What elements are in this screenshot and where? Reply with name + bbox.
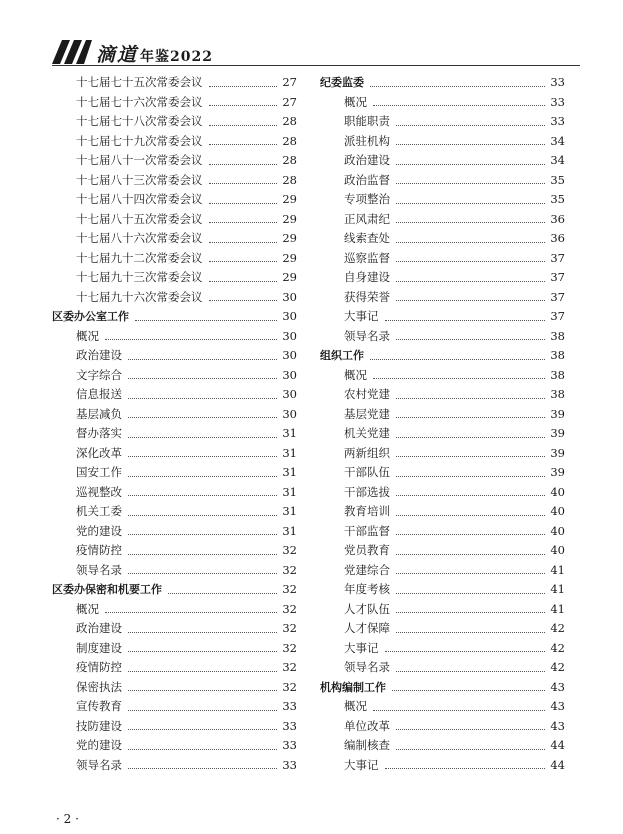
toc-entry-page: 28: [282, 114, 297, 128]
toc-entry-label: 巡察监督: [344, 250, 390, 265]
toc-entry[interactable]: [320, 132, 565, 152]
toc-entry-label: 干部选拔: [344, 484, 390, 499]
yearbook-title: [96, 40, 213, 67]
toc-entry-label: 十七届八十四次常委会议: [76, 192, 203, 206]
toc-entry-label: 线索查处: [344, 231, 390, 245]
toc-entry-page: 41: [550, 582, 565, 596]
toc-leader-dots: [128, 710, 277, 711]
toc-entry[interactable]: [52, 405, 297, 425]
toc-entry-label: 领导名录: [76, 562, 122, 577]
toc-leader-dots: [209, 125, 278, 126]
toc-leader-dots: [396, 437, 545, 438]
toc-leader-dots: [396, 339, 545, 340]
toc-entry-label: 十七届七十五次常委会议: [76, 75, 203, 89]
toc-entry-label: 大事记: [344, 309, 379, 323]
toc-entry-label: 概况: [76, 328, 99, 343]
toc-leader-dots: [128, 554, 277, 555]
toc-entry[interactable]: [320, 424, 565, 444]
toc-entry[interactable]: [320, 639, 565, 659]
toc-entry-label: 制度建设: [76, 640, 122, 655]
toc-entry[interactable]: [52, 132, 297, 152]
toc-leader-dots: [396, 261, 545, 262]
toc-leader-dots: [396, 515, 545, 516]
toc-entry-label: 宣传教育: [76, 699, 122, 713]
toc-leader-dots: [396, 573, 545, 574]
toc-entry[interactable]: [320, 541, 565, 561]
toc-entry[interactable]: [52, 717, 297, 737]
toc-entry-page: 31: [282, 523, 297, 538]
toc-entry[interactable]: [320, 756, 565, 776]
toc-entry-label: 两新组织: [344, 445, 390, 460]
toc-entry-label: 获得荣誉: [344, 289, 390, 304]
toc-entry-label: 文字综合: [76, 367, 122, 382]
toc-entry-page: 39: [550, 445, 565, 460]
toc-entry-page: 33: [282, 699, 297, 713]
toc-entry[interactable]: [52, 658, 297, 678]
toc-entry[interactable]: [320, 190, 565, 210]
toc-entry-page: 36: [550, 211, 565, 226]
toc-leader-dots: [128, 749, 277, 750]
toc-entry-page: 32: [282, 601, 297, 616]
toc-entry[interactable]: [320, 561, 565, 581]
toc-entry[interactable]: [320, 210, 565, 230]
toc-leader-dots: [128, 515, 277, 516]
toc-entry-page: 42: [550, 621, 565, 635]
toc-entry-page: 42: [550, 640, 565, 655]
toc-entry-page: 32: [282, 582, 297, 596]
toc-leader-dots: [209, 144, 278, 145]
toc-leader-dots: [105, 612, 277, 613]
toc-entry-page: 34: [550, 153, 565, 167]
toc-leader-dots: [128, 768, 277, 769]
toc-leader-dots: [128, 398, 277, 399]
toc-entry-label: 干部监督: [344, 523, 390, 538]
toc-entry-page: 35: [550, 192, 565, 206]
toc-leader-dots: [128, 417, 277, 418]
toc-entry[interactable]: [52, 463, 297, 483]
toc-entry-page: 44: [550, 738, 565, 752]
toc-entry[interactable]: [320, 580, 565, 600]
toc-leader-dots: [370, 86, 545, 87]
toc-entry-page: 42: [550, 660, 565, 674]
toc-leader-dots: [209, 300, 278, 301]
toc-leader-dots: [370, 359, 545, 360]
toc-entry-label: 基层党建: [344, 406, 390, 421]
toc-entry-page: 29: [282, 270, 297, 284]
toc-entry-label: 政治监督: [344, 172, 390, 187]
toc-leader-dots: [396, 456, 545, 457]
toc-entry[interactable]: [52, 268, 297, 288]
toc-entry[interactable]: [320, 366, 565, 386]
toc-leader-dots: [128, 456, 277, 457]
toc-entry-page: 27: [282, 75, 297, 89]
toc-leader-dots: [209, 261, 278, 262]
toc-entry-page: 30: [282, 367, 297, 382]
toc-entry-label: 基层减负: [76, 406, 122, 421]
toc-entry-label: 技防建设: [76, 718, 122, 733]
page-number: · 2 ·: [56, 812, 79, 826]
toc-leader-dots: [385, 651, 546, 652]
toc-entry-page: 35: [550, 172, 565, 187]
toc-leader-dots: [396, 534, 545, 535]
toc-entry[interactable]: [52, 190, 297, 210]
toc-entry-page: 37: [550, 289, 565, 304]
toc-entry-label: 十七届八十一次常委会议: [76, 153, 203, 167]
toc-entry-label: 人才保障: [344, 621, 390, 635]
toc-entry[interactable]: [320, 736, 565, 756]
toc-entry-page: 28: [282, 172, 297, 187]
toc-entry-page: 40: [550, 484, 565, 499]
toc-entry-label: 十七届七十八次常委会议: [76, 114, 203, 128]
toc-entry-label: 专项整治: [344, 192, 390, 206]
toc-entry[interactable]: [320, 658, 565, 678]
header-rule: [52, 65, 580, 66]
toc-entry[interactable]: [52, 697, 297, 717]
toc-entry-label: 区委办保密和机要工作: [52, 583, 162, 596]
toc-entry-label: 大事记: [344, 757, 379, 772]
toc-entry-page: 37: [550, 270, 565, 284]
toc-entry-label: 党的建设: [76, 738, 122, 752]
toc-entry-page: 38: [550, 348, 565, 362]
toc-leader-dots: [396, 281, 545, 282]
toc-leader-dots: [396, 144, 545, 145]
toc-entry-page: 39: [550, 426, 565, 440]
toc-entry-label: 派驻机构: [344, 133, 390, 148]
toc-entry-label: 国安工作: [76, 465, 122, 479]
toc-entry[interactable]: [320, 463, 565, 483]
toc-leader-dots: [128, 476, 277, 477]
toc-entry-label: 自身建设: [344, 270, 390, 284]
toc-entry-page: 32: [282, 640, 297, 655]
toc-entry-page: 38: [550, 328, 565, 343]
toc-entry-page: 28: [282, 153, 297, 167]
toc-entry-label: 党员教育: [344, 543, 390, 557]
toc-entry-page: 44: [550, 757, 565, 772]
toc-leader-dots: [128, 437, 277, 438]
toc-leader-dots: [128, 632, 277, 633]
toc-leader-dots: [396, 417, 545, 418]
toc-entry-label: 编制核查: [344, 738, 390, 752]
toc-entry[interactable]: [320, 444, 565, 464]
toc-entry-label: 保密执法: [76, 679, 122, 694]
toc-leader-dots: [168, 593, 277, 594]
toc-leader-dots: [396, 242, 545, 243]
toc-entry-page: 30: [282, 348, 297, 362]
yearbook-title-year: 年鉴2022: [140, 49, 213, 65]
toc-entry[interactable]: [52, 112, 297, 132]
toc-entry-page: 30: [282, 328, 297, 343]
toc-entry-label: 党建综合: [344, 562, 390, 577]
toc-entry-label: 组织工作: [320, 349, 364, 362]
toc-leader-dots: [128, 359, 277, 360]
toc-entry-label: 领导名录: [344, 328, 390, 343]
toc-entry[interactable]: [320, 619, 565, 639]
toc-entry-label: 十七届八十五次常委会议: [76, 211, 203, 226]
toc-leader-dots: [128, 729, 277, 730]
toc-leader-dots: [135, 320, 277, 321]
toc-entry-page: 27: [282, 94, 297, 109]
toc-entry[interactable]: [52, 210, 297, 230]
toc-leader-dots: [396, 203, 545, 204]
toc-entry-page: 34: [550, 133, 565, 148]
toc-entry[interactable]: [52, 327, 297, 347]
toc-entry[interactable]: [52, 541, 297, 561]
toc-leader-dots: [392, 690, 545, 691]
toc-entry-page: 31: [282, 465, 297, 479]
toc-entry-label: 职能职责: [344, 114, 390, 128]
toc-leader-dots: [128, 671, 277, 672]
toc-entry[interactable]: [52, 483, 297, 503]
toc-entry-label: 概况: [344, 367, 367, 382]
toc-entry[interactable]: [52, 444, 297, 464]
toc-leader-dots: [105, 339, 277, 340]
toc-leader-dots: [396, 476, 545, 477]
toc-entry-label: 正风肃纪: [344, 211, 390, 226]
toc-entry-label: 干部队伍: [344, 465, 390, 479]
page-header: [52, 38, 580, 68]
toc-entry[interactable]: [52, 151, 297, 171]
toc-leader-dots: [396, 632, 545, 633]
toc-leader-dots: [385, 768, 546, 769]
toc-leader-dots: [396, 749, 545, 750]
toc-entry-page: 30: [282, 387, 297, 401]
toc-entry-page: 37: [550, 309, 565, 323]
toc-entry-label: 领导名录: [344, 660, 390, 674]
toc-entry[interactable]: [320, 249, 565, 269]
toc-entry-page: 39: [550, 406, 565, 421]
toc-leader-dots: [373, 710, 545, 711]
toc-entry-page: 30: [282, 406, 297, 421]
toc-entry-label: 政治建设: [76, 348, 122, 362]
toc-entry[interactable]: [320, 502, 565, 522]
toc-entry[interactable]: [320, 697, 565, 717]
toc-entry[interactable]: [52, 288, 297, 308]
toc-entry[interactable]: [52, 93, 297, 113]
toc-leader-dots: [396, 593, 545, 594]
toc-entry-page: 32: [282, 679, 297, 694]
toc-entry-page: 33: [550, 94, 565, 109]
toc-entry[interactable]: [52, 756, 297, 776]
toc-entry-label: 政治建设: [344, 153, 390, 167]
toc-leader-dots: [128, 690, 277, 691]
toc-leader-dots: [396, 183, 545, 184]
toc-leader-dots: [396, 164, 545, 165]
toc-entry[interactable]: [52, 736, 297, 756]
toc-section-entry[interactable]: [320, 346, 565, 366]
toc-leader-dots: [373, 105, 545, 106]
toc-entry-label: 十七届九十六次常委会议: [76, 289, 203, 304]
toc-section-entry[interactable]: [320, 73, 565, 93]
toc-leader-dots: [128, 573, 277, 574]
toc-entry[interactable]: [52, 678, 297, 698]
toc-entry-label: 大事记: [344, 640, 379, 655]
toc-entry-label: 机构编制工作: [320, 680, 386, 694]
toc-leader-dots: [128, 651, 277, 652]
toc-leader-dots: [396, 729, 545, 730]
toc-leader-dots: [209, 281, 278, 282]
toc-leader-dots: [209, 222, 278, 223]
toc-entry-page: 32: [282, 621, 297, 635]
toc-entry[interactable]: [52, 385, 297, 405]
toc-leader-dots: [385, 320, 546, 321]
toc-entry-label: 单位改革: [344, 718, 390, 733]
toc-entry[interactable]: [320, 327, 565, 347]
toc-leader-dots: [396, 495, 545, 496]
toc-leader-dots: [396, 125, 545, 126]
toc-entry-label: 党的建设: [76, 523, 122, 538]
toc-entry-page: 40: [550, 523, 565, 538]
toc-entry-page: 31: [282, 484, 297, 499]
toc-entry-page: 30: [282, 289, 297, 304]
toc-entry[interactable]: [52, 366, 297, 386]
toc-entry-label: 深化改革: [76, 445, 122, 460]
toc-leader-dots: [396, 671, 545, 672]
toc-entry-page: 29: [282, 211, 297, 226]
toc-entry-page: 29: [282, 192, 297, 206]
toc-entry-label: 十七届九十二次常委会议: [76, 250, 203, 265]
toc-entry-page: 33: [282, 718, 297, 733]
toc-entry[interactable]: [52, 73, 297, 93]
toc-entry-page: 41: [550, 601, 565, 616]
toc-entry-label: 机关工委: [76, 504, 122, 518]
toc-entry[interactable]: [320, 483, 565, 503]
toc-entry-label: 信息报送: [76, 387, 122, 401]
toc-entry-label: 概况: [344, 699, 367, 713]
toc-leader-dots: [396, 222, 545, 223]
header-stripes-logo: [52, 40, 92, 64]
toc-entry-page: 43: [550, 699, 565, 713]
toc-entry-label: 机关党建: [344, 426, 390, 440]
toc-entry[interactable]: [320, 288, 565, 308]
toc-entry-page: 40: [550, 504, 565, 518]
toc-entry-label: 十七届七十六次常委会议: [76, 94, 203, 109]
toc-entry[interactable]: [320, 93, 565, 113]
toc-leader-dots: [373, 378, 545, 379]
toc-entry-label: 十七届八十六次常委会议: [76, 231, 203, 245]
toc-leader-dots: [396, 612, 545, 613]
toc-entry-label: 十七届七十九次常委会议: [76, 133, 203, 148]
toc-entry-label: 区委办公室工作: [52, 310, 129, 323]
toc-entry-label: 政治建设: [76, 621, 122, 635]
toc-leader-dots: [396, 398, 545, 399]
toc-entry[interactable]: [52, 561, 297, 581]
toc-entry-label: 概况: [76, 601, 99, 616]
toc-entry[interactable]: [52, 346, 297, 366]
toc-entry[interactable]: [52, 639, 297, 659]
toc-entry-page: 36: [550, 231, 565, 245]
toc-entry-page: 30: [282, 309, 297, 323]
toc-entry-page: 43: [550, 718, 565, 733]
toc-entry[interactable]: [52, 171, 297, 191]
toc-entry-page: 33: [550, 75, 565, 89]
toc-leader-dots: [209, 183, 278, 184]
toc-section-entry[interactable]: [320, 678, 565, 698]
toc-entry[interactable]: [320, 151, 565, 171]
toc-entry[interactable]: [320, 385, 565, 405]
toc-entry[interactable]: [52, 502, 297, 522]
toc-entry-label: 疫情防控: [76, 543, 122, 557]
toc-entry-label: 巡视整改: [76, 484, 122, 499]
toc-leader-dots: [128, 534, 277, 535]
toc-leader-dots: [209, 105, 278, 106]
toc-entry-page: 29: [282, 250, 297, 265]
toc-entry[interactable]: [52, 522, 297, 542]
toc-right-column: [320, 73, 565, 775]
toc-entry-label: 十七届九十三次常委会议: [76, 270, 203, 284]
toc-entry-page: 28: [282, 133, 297, 148]
toc-entry-page: 37: [550, 250, 565, 265]
toc-entry-label: 人才队伍: [344, 601, 390, 616]
toc-entry-label: 年度考核: [344, 582, 390, 596]
toc-leader-dots: [209, 242, 278, 243]
toc-section-entry[interactable]: [52, 307, 297, 327]
toc-entry-page: 31: [282, 504, 297, 518]
toc-entry-page: 31: [282, 426, 297, 440]
toc-entry-page: 38: [550, 367, 565, 382]
toc-entry-page: 31: [282, 445, 297, 460]
toc-entry-page: 38: [550, 387, 565, 401]
toc-entry-label: 十七届八十三次常委会议: [76, 172, 203, 187]
toc-entry[interactable]: [320, 717, 565, 737]
toc-entry[interactable]: [52, 249, 297, 269]
toc-entry-label: 领导名录: [76, 757, 122, 772]
toc-left-column: [52, 73, 297, 775]
toc-entry-label: 农村党建: [344, 387, 390, 401]
toc-entry-page: 43: [550, 679, 565, 694]
toc-entry-page: 39: [550, 465, 565, 479]
toc-entry[interactable]: [52, 600, 297, 620]
toc-leader-dots: [396, 554, 545, 555]
toc-leader-dots: [128, 495, 277, 496]
toc-entry-page: 33: [282, 738, 297, 752]
toc-entry[interactable]: [52, 619, 297, 639]
toc-entry[interactable]: [320, 171, 565, 191]
toc-entry-page: 32: [282, 562, 297, 577]
toc-entry-page: 33: [550, 114, 565, 128]
toc-leader-dots: [209, 203, 278, 204]
toc-leader-dots: [209, 86, 278, 87]
toc-entry[interactable]: [320, 522, 565, 542]
toc-entry-label: 疫情防控: [76, 660, 122, 674]
toc-section-entry[interactable]: [52, 580, 297, 600]
toc-entry-page: 29: [282, 231, 297, 245]
toc-entry[interactable]: [320, 112, 565, 132]
toc-entry[interactable]: [320, 229, 565, 249]
toc-entry[interactable]: [320, 268, 565, 288]
toc-entry-label: 督办落实: [76, 426, 122, 440]
toc-leader-dots: [128, 378, 277, 379]
yearbook-title-name: 滴道: [96, 44, 139, 66]
toc-entry[interactable]: [52, 424, 297, 444]
toc-entry[interactable]: [320, 307, 565, 327]
toc-entry-page: 40: [550, 543, 565, 557]
toc-leader-dots: [209, 164, 278, 165]
toc-leader-dots: [396, 300, 545, 301]
toc-entry[interactable]: [320, 405, 565, 425]
toc-entry-page: 33: [282, 757, 297, 772]
toc-entry-label: 概况: [344, 94, 367, 109]
toc-entry[interactable]: [320, 600, 565, 620]
toc-entry-page: 32: [282, 543, 297, 557]
toc-entry[interactable]: [52, 229, 297, 249]
toc-entry-page: 41: [550, 562, 565, 577]
toc-entry-page: 32: [282, 660, 297, 674]
toc-entry-label: 纪委监委: [320, 76, 364, 89]
toc-entry-label: 教育培训: [344, 504, 390, 518]
